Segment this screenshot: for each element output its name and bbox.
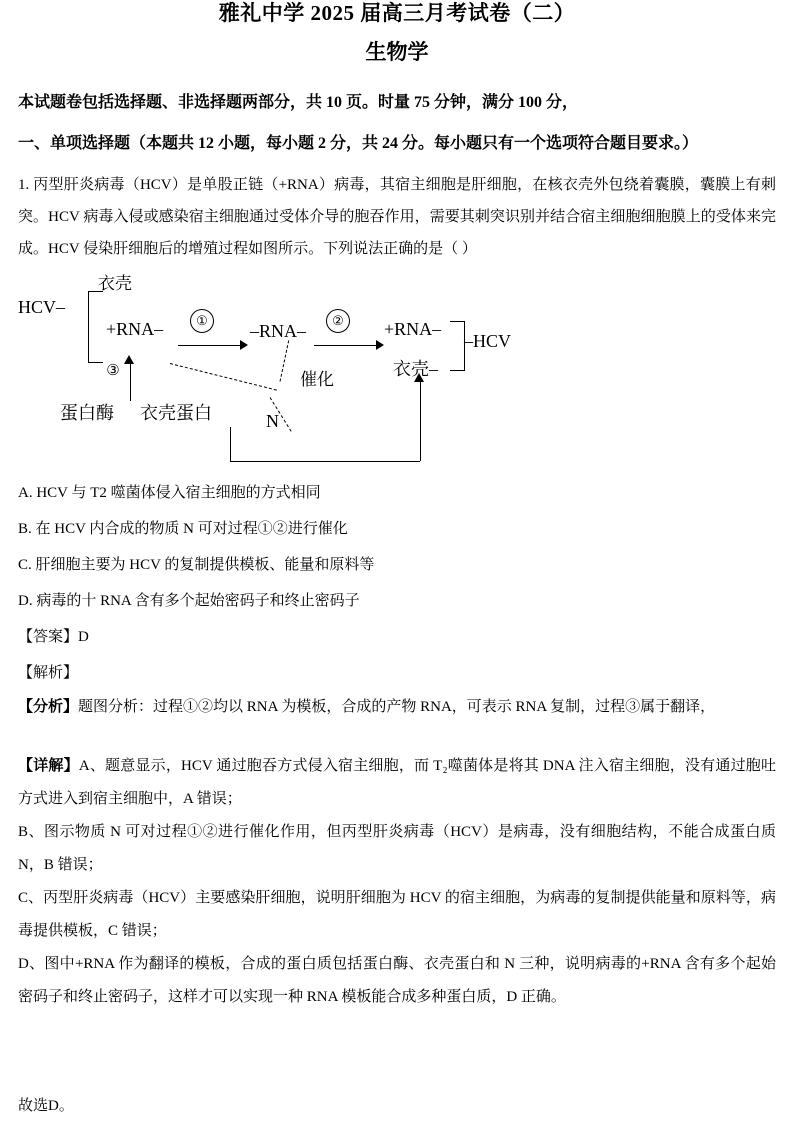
detail-d: D、图中+RNA 作为翻译的模板，合成的蛋白质包括蛋白酶、衣壳蛋白和 N 三种，说明病毒的+RNA 含有多个起始密码子和终止密码子，这样才可以实现一种 RNA 模板能合成多种蛋白质，D 正确。: [18, 956, 776, 1005]
diagram-feedback-v1: [230, 427, 231, 461]
conclusion-line: 故选D。: [18, 1098, 74, 1114]
diagram-step-2: ②: [326, 309, 350, 333]
analysis-label: 【解析】: [18, 665, 79, 681]
fenxi-label: 【分析】: [18, 699, 79, 715]
subject-title: 生物学: [365, 40, 429, 64]
detail-label: 【详解】: [18, 758, 79, 774]
question-stem: 1. 丙型肝炎病毒（HCV）是单股正链（+RNA）病毒，其宿主细胞是肝细胞，在核衣壳外包绕着囊膜，囊膜上有刺突。HCV 病毒入侵或感染宿主细胞通过受体介导的胞吞作用，需要其刺突识别并结合宿主细胞细胞膜上的受体来完成。HCV 侵染肝细胞后的增殖过程如图所示。下列说法正确的是（ ）: [18, 177, 776, 257]
diagram-arrow-1-head: [240, 340, 248, 350]
diagram-label-hcv-left: HCV–: [18, 297, 66, 317]
detail-block: [18, 750, 776, 1014]
diagram-label-capsid-right: 衣壳–: [393, 359, 438, 379]
answer-label: 【答案】: [18, 629, 79, 645]
diagram-bracket-right: [450, 321, 465, 371]
diagram-arrow-1-line: [178, 345, 242, 346]
diagram-label-n: N: [266, 411, 279, 431]
page-title: 雅礼中学 2025 届高三月考试卷（二）: [218, 1, 576, 25]
fenxi-text: 题图分析：过程①②均以 RNA 为模板，合成的产物 RNA，可表示 RNA 复制，过程③属于翻译，: [78, 699, 716, 715]
section-heading: 一、单项选择题（本题共 12 小题，每小题 2 分，共 24 分。每小题只有一个选项符合题目要求。）: [18, 135, 699, 152]
diagram-translation-arrow-head: [124, 355, 134, 364]
choice-d[interactable]: D. 病毒的十 RNA 含有多个起始密码子和终止密码子: [18, 593, 360, 609]
diagram-feedback-h: [230, 461, 420, 462]
diagram-label-capsid-top: 衣壳: [98, 274, 132, 293]
exam-instructions: 本试题卷包括选择题、非选择题两部分，共 10 页。时量 75 分钟，满分 100 分，: [18, 94, 579, 111]
analysis-paragraph: [18, 691, 776, 724]
diagram-step-1: ①: [190, 309, 214, 333]
choice-list: [18, 475, 776, 619]
diagram-arrow-2-line: [314, 345, 378, 346]
diagram-step-3: ③: [106, 363, 120, 379]
diagram-label-catalysis: 催化: [300, 370, 334, 389]
detail-a-text: A、题意显示，HCV 通过胞吞方式侵入宿主细胞，而 T₂噬菌体是将其 DNA 注入宿主细胞，没有通过胞吐方式进入到宿主细胞中，A 错误；: [18, 758, 776, 807]
diagram-arrow-2-head: [376, 340, 384, 350]
choice-a[interactable]: A. HCV 与 T2 噬菌体侵入宿主细胞的方式相同: [18, 485, 321, 501]
detail-a: [18, 750, 776, 816]
diagram-label-capsid-protein: 衣壳蛋白: [140, 403, 212, 423]
diagram-dashed-2: [280, 340, 290, 381]
diagram-label-plus-rna-2: +RNA–: [384, 319, 442, 339]
choice-c[interactable]: C. 肝细胞主要为 HCV 的复制提供模板、能量和原料等: [18, 557, 375, 573]
diagram-feedback-arrow-head: [414, 373, 424, 382]
diagram-label-minus-rna: –RNA–: [250, 321, 307, 341]
diagram-label-plus-rna-1: +RNA–: [106, 319, 164, 339]
diagram-feedback-v2: [420, 379, 421, 461]
diagram-label-protease: 蛋白酶: [60, 403, 114, 423]
diagram-bracket-left: [88, 291, 103, 363]
answer-value: D: [78, 629, 89, 645]
diagram-dashed-1: [170, 363, 277, 391]
diagram-label-hcv-right: –HCV: [464, 331, 512, 351]
choice-b[interactable]: B. 在 HCV 内合成的物质 N 可对过程①②进行催化: [18, 521, 348, 537]
detail-b: B、图示物质 N 可对过程①②进行催化作用，但丙型肝炎病毒（HCV）是病毒，没有细胞结构，不能合成蛋白质 N，B 错误；: [18, 824, 776, 873]
hcv-replication-diagram: [18, 269, 758, 469]
detail-c: C、丙型肝炎病毒（HCV）主要感染肝细胞，说明肝细胞为 HCV 的宿主细胞，为病毒的复制提供能量和原料等，病毒提供模板，C 错误；: [18, 890, 776, 939]
answer-line: [18, 619, 776, 655]
diagram-translation-line: [130, 361, 131, 401]
